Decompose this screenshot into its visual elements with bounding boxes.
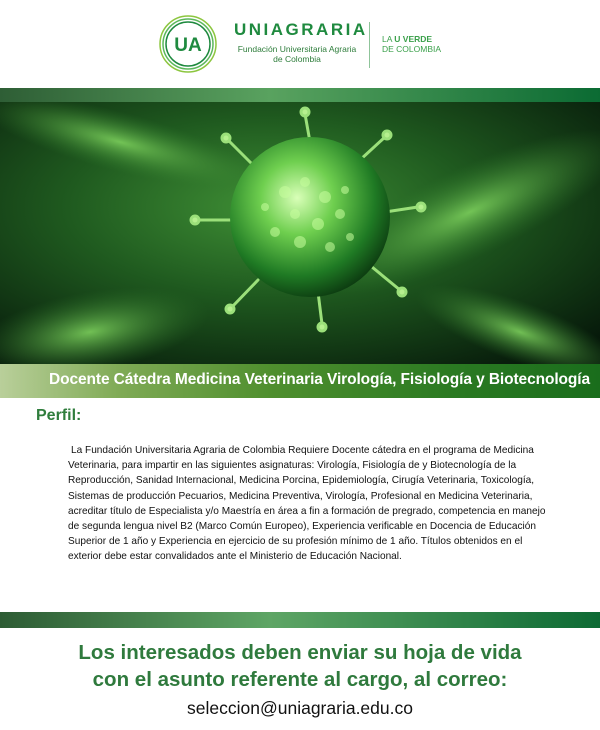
logo-initials: UA [174, 35, 202, 56]
header [0, 0, 600, 88]
brand-subtitle [234, 44, 360, 64]
bottom-divider-stripe [0, 612, 600, 628]
tagline-highlight: U VERDE [394, 34, 433, 44]
uniagraria-logo-icon [158, 14, 218, 74]
cta-line1: Los interesados deben enviar su hoja de vida [78, 641, 522, 664]
tagline-prefix: LA [382, 34, 395, 44]
tagline [382, 34, 441, 54]
brand-subtitle-line2: de Colombia [273, 54, 321, 64]
brand-name: UNIAGRARIA [234, 20, 368, 39]
top-divider-stripe [0, 88, 600, 102]
contact-email[interactable]: seleccion@uniagraria.edu.co [187, 698, 413, 718]
brand-divider [369, 22, 370, 68]
hero-virus-image [0, 102, 600, 364]
perfil-description: La Fundación Universitaria Agraria de Colombia Requiere Docente cátedra en el programa de Medicina Veterinaria, para impartir en las siguientes asignaturas: Virología, Fisiología de y Biotecnología de la Reproducción, Sanidad Internacional, Medicina Porcina, Epidemiología, Cirugía Veterinaria, Toxicología, Sistemas de producción Pecuarios, Medicina Preventiva, Virología, Profesional en Medicina Veterinaria, acreditar título de Especialista y/o Maestría en área a fin a formación de pregrado, competencia en manejo de segunda lengua nivel B2 (Marco Común Europeo), Experiencia verificable en Docencia de Educación Superior de 1 año y Experiencia en ejercicio de su profesión mínimo de 1 año. Títulos obtenidos en el exterior debe estar convalidados ante el Ministerio de Educación Nacional. [68, 445, 546, 563]
brand-block [234, 20, 368, 64]
perfil-heading: Perfil: [36, 407, 82, 424]
brand-subtitle-line1: Fundación Universitaria Agraria [237, 44, 357, 54]
position-title: Docente Cátedra Medicina Veterinaria Virología, Fisiología y Biotecnología [49, 371, 590, 388]
tagline-line2: DE COLOMBIA [382, 44, 442, 54]
virus-illustration [0, 102, 600, 364]
cta-line2: con el asunto referente al cargo, al correo: [92, 668, 508, 691]
position-title-bar [0, 364, 600, 398]
call-to-action [0, 639, 600, 693]
